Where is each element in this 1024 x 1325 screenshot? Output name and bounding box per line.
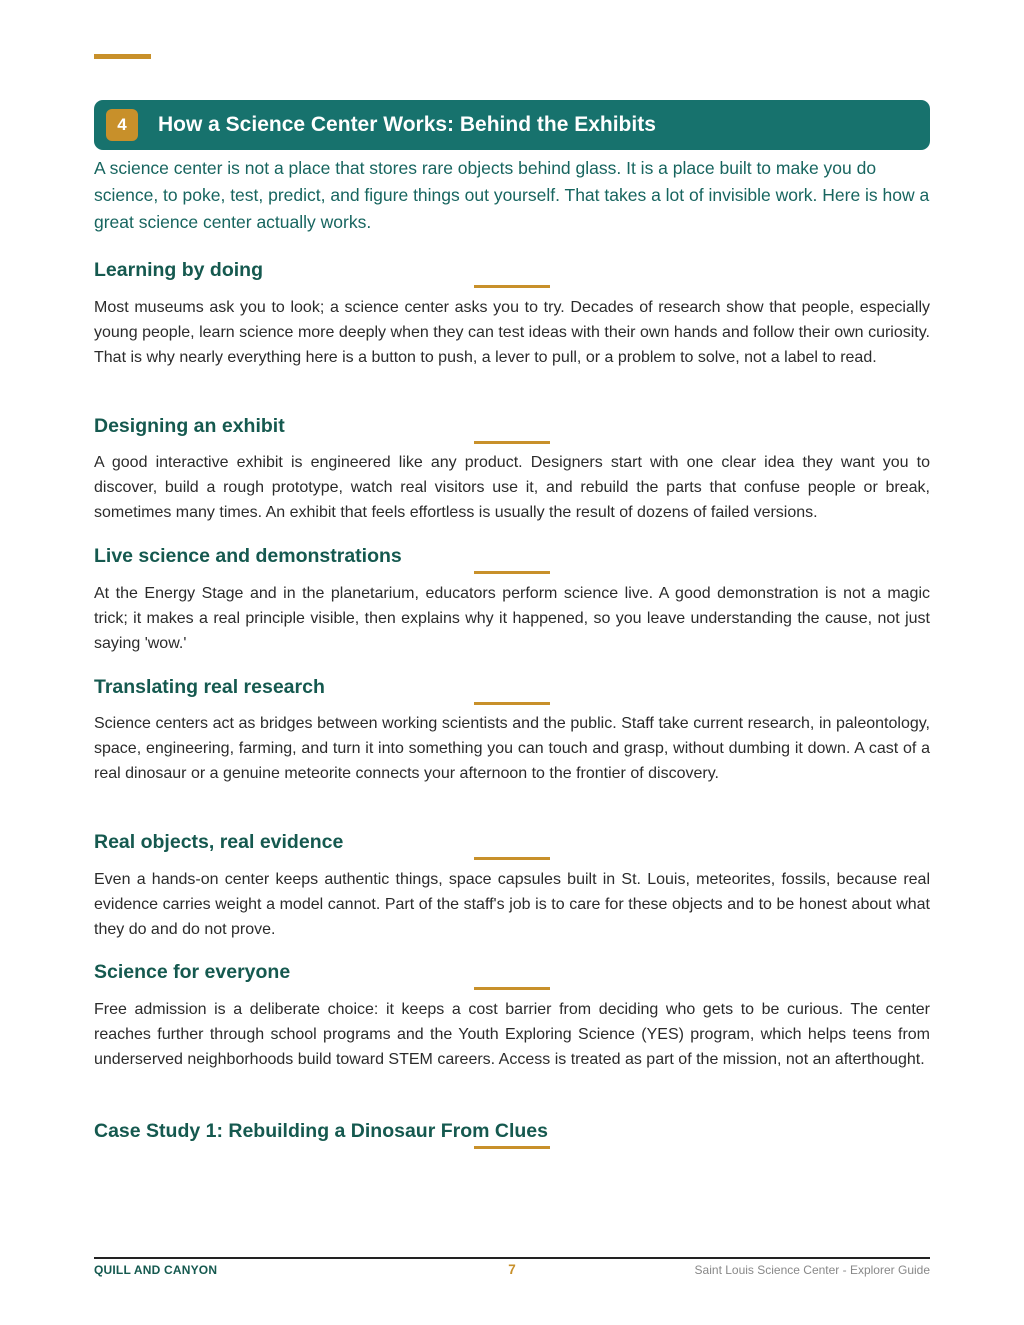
section-body: At the Energy Stage and in the planetarium, educators perform science live. A good demonstration is not a magic trick; it makes a real principle visible, then explains why it happened, so you leave understanding the cause, not just saying 'wow.' — [94, 585, 930, 652]
chapter-number-badge: 4 — [106, 109, 138, 141]
section-heading: Translating real research — [94, 676, 325, 698]
heading-accent-rule — [474, 857, 550, 860]
footer-guide-title: Saint Louis Science Center - Explorer Guide — [694, 1263, 930, 1277]
heading-accent-rule — [474, 571, 550, 574]
footer-publisher: QUILL AND CANYON — [94, 1263, 218, 1277]
section-learning-by-doing — [94, 256, 930, 366]
section-case-study-1 — [94, 1117, 930, 1145]
heading-accent-rule — [474, 702, 550, 705]
footer-page-number: 7 — [508, 1262, 516, 1277]
section-designing-an-exhibit — [94, 412, 930, 521]
section-heading: Learning by doing — [94, 259, 263, 281]
section-heading: Real objects, real evidence — [94, 831, 344, 853]
chapter-banner — [94, 100, 930, 150]
section-heading: Live science and demonstrations — [94, 545, 402, 567]
chapter-title: How a Science Center Works: Behind the Exhibits — [158, 113, 656, 136]
section-body: A good interactive exhibit is engineered like any product. Designers start with one clear idea they want you to discover, build a rough prototype, watch real visitors use it, and rebuild the parts that confuse people or break, sometimes many times. An exhibit that feels effortless is usually the result of dozens of failed versions. — [94, 454, 930, 521]
section-heading: Science for everyone — [94, 961, 291, 983]
footer-rule — [94, 1257, 930, 1259]
section-translating-research — [94, 673, 930, 782]
section-science-for-everyone — [94, 958, 930, 1068]
section-heading: Designing an exhibit — [94, 415, 285, 437]
section-live-science — [94, 542, 930, 652]
heading-accent-rule — [474, 987, 550, 990]
heading-accent-rule — [474, 441, 550, 444]
section-body: Most museums ask you to look; a science center asks you to try. Decades of research show that people, especially young people, learn science more deeply when they can test ideas with their own hands and follow their own curiosity. That is why nearly everything here is a button to push, a lever to pull, or a problem to solve, not a label to read. — [94, 299, 930, 366]
top-accent-rule — [94, 54, 151, 59]
section-body: Even a hands-on center keeps authentic things, space capsules built in St. Louis, meteorites, fossils, because real evidence carries weight a model cannot. Part of the staff's job is to care for these objects and to be honest about what they do and do not prove. — [94, 871, 930, 938]
heading-accent-rule — [474, 1146, 550, 1149]
section-real-objects — [94, 828, 930, 938]
intro-paragraph: A science center is not a place that stores rare objects behind glass. It is a place built to make you do science, to poke, test, predict, and figure things out yourself. That takes a lot of invisible work. Here is how a great science center actually works. — [94, 158, 930, 232]
section-body: Science centers act as bridges between working scientists and the public. Staff take current research, in paleontology, space, engineering, farming, and turn it into something you can touch and grasp, without dumbing it down. A cast of a real dinosaur or a genuine meteorite connects your afternoon to the frontier of discovery. — [94, 715, 930, 782]
section-heading: Case Study 1: Rebuilding a Dinosaur From Clues — [94, 1120, 548, 1142]
section-body: Free admission is a deliberate choice: it keeps a cost barrier from deciding who gets to be curious. The center reaches further through school programs and the Youth Exploring Science (YES) program, which helps teens from underserved neighborhoods build toward STEM careers. Access is treated as part of the mission, not an afterthought. — [94, 1001, 930, 1068]
heading-accent-rule — [474, 285, 550, 288]
